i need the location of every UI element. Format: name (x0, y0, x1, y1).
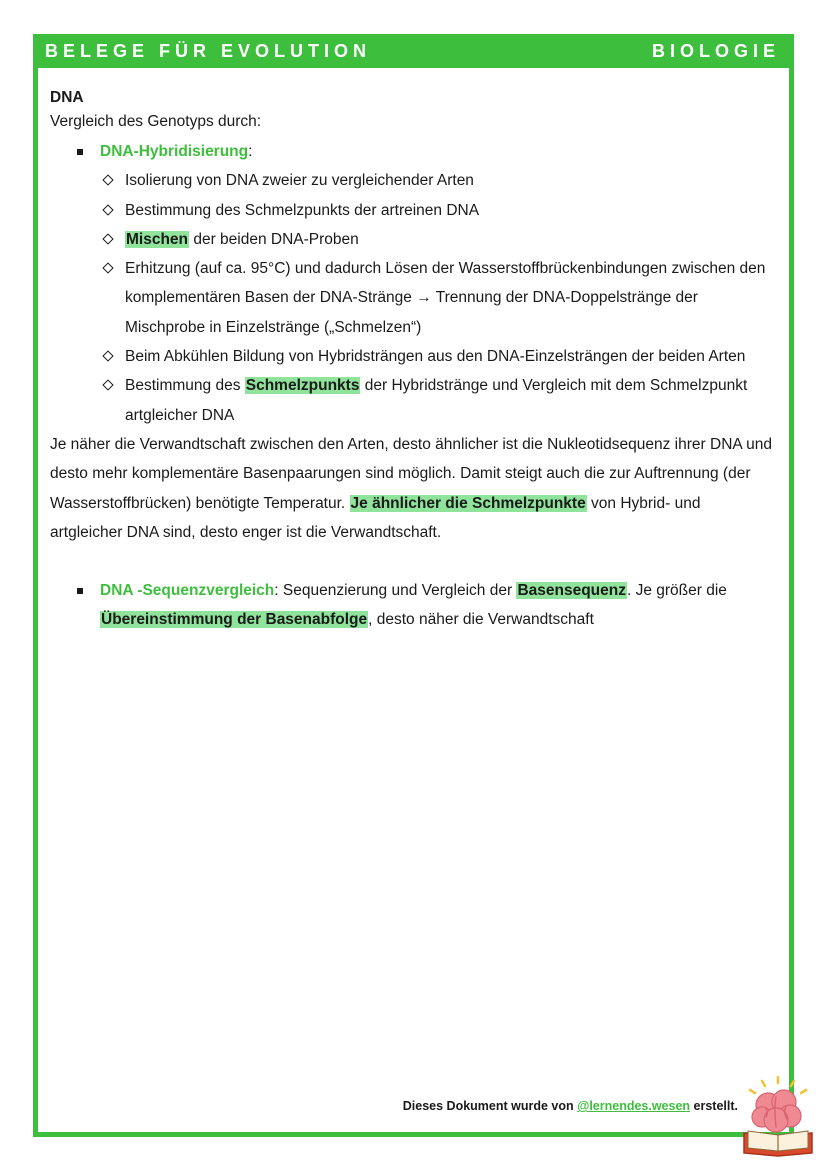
step-item (50, 225, 775, 254)
summary-paragraph (50, 430, 775, 547)
step-text: Beim Abkühlen Bildung von Hybridsträngen aus den DNA-Einzelsträngen der beiden Arten (125, 348, 746, 366)
paragraph-text: Je näher die Verwandtschaft zwischen den Arten, desto ähnlicher ist die Nukleotidsequenz ihrer DNA und desto mehr komplementäre Basenpaarungen sind möglich. Damit steigt auch die zur Auftrennung (der Wasserstoffbrücken) benötigte Temperatur. (50, 435, 773, 512)
diamond-bullet-icon (102, 263, 113, 274)
sequenz-text: , desto näher die Verwandtschaft (368, 611, 594, 629)
sequenz-text: . Je größer die (626, 582, 727, 600)
highlight-schmelzpunkts: Schmelzpunkts (245, 377, 360, 395)
hybridisierung-colon: : (248, 143, 253, 160)
list-item-sequenzvergleich (50, 576, 775, 635)
header-title: BELEGE FÜR EVOLUTION (45, 40, 372, 61)
step-text: der Hybridstränge und Vergleich mit dem Schmelzpunkt artgleicher DNA (125, 377, 748, 424)
diamond-bullet-icon (102, 350, 113, 361)
spacer (50, 547, 775, 576)
square-bullet-icon (77, 149, 83, 155)
square-bullet-icon (77, 588, 83, 594)
highlight-schmelzpunkte: Je ähnlicher die Schmelzpunkte (350, 494, 586, 512)
footer-text: Dieses Dokument wurde von (402, 1099, 578, 1113)
step-text: Bestimmung des Schmelzpunkts der artreinen DNA (125, 201, 480, 219)
highlight-basensequenz: Basensequenz (517, 582, 626, 600)
diamond-bullet-icon (102, 380, 113, 391)
content (50, 86, 775, 635)
sequenz-text: : Sequenzierung und Vergleich der (274, 582, 517, 600)
paragraph-text-end: von Hybrid- und artgleicher DNA sind, desto enger ist die Verwandtschaft. (50, 494, 701, 541)
step-item (50, 196, 775, 225)
step-item (50, 166, 775, 195)
step-item (50, 342, 775, 371)
footer-credit (403, 1099, 738, 1113)
highlight-mischen: Mischen (126, 230, 189, 248)
step-text: Erhitzung (auf ca. 95°C) und dadurch Lösen der Wasserstoffbrückenbindungen zwischen den komplementären Basen der DNA-Stränge → Trennung der DNA-Doppelstränge der Mischprobe in Einzelstränge („Schmelzen“) (125, 260, 766, 336)
header-subject: BIOLOGIE (651, 40, 780, 61)
diamond-bullet-icon (102, 233, 113, 244)
author-handle-link[interactable]: @lernendes.wesen (577, 1099, 691, 1113)
diamond-bullet-icon (102, 204, 113, 215)
section-intro: Vergleich des Genotyps durch: (50, 113, 262, 130)
step-text: Isolierung von DNA zweier zu vergleichender Arten (125, 172, 474, 190)
sequenz-label: DNA -Sequenzvergleich (100, 582, 275, 600)
step-item (50, 254, 775, 342)
list-item-hybridisierung (50, 137, 775, 166)
step-text: Bestimmung des (125, 377, 245, 395)
brain-on-book-icon (738, 1075, 818, 1157)
section-title: DNA (50, 89, 84, 106)
footer-text: erstellt. (690, 1099, 738, 1113)
step-item (50, 371, 775, 430)
highlight-basenabfolge: Übereinstimmung der Basenabfolge (101, 611, 368, 629)
step-text: der beiden DNA-Proben (189, 230, 359, 248)
hybridisierung-label: DNA-Hybridisierung (100, 143, 249, 160)
header-bar (33, 34, 794, 68)
diamond-bullet-icon (102, 175, 113, 186)
